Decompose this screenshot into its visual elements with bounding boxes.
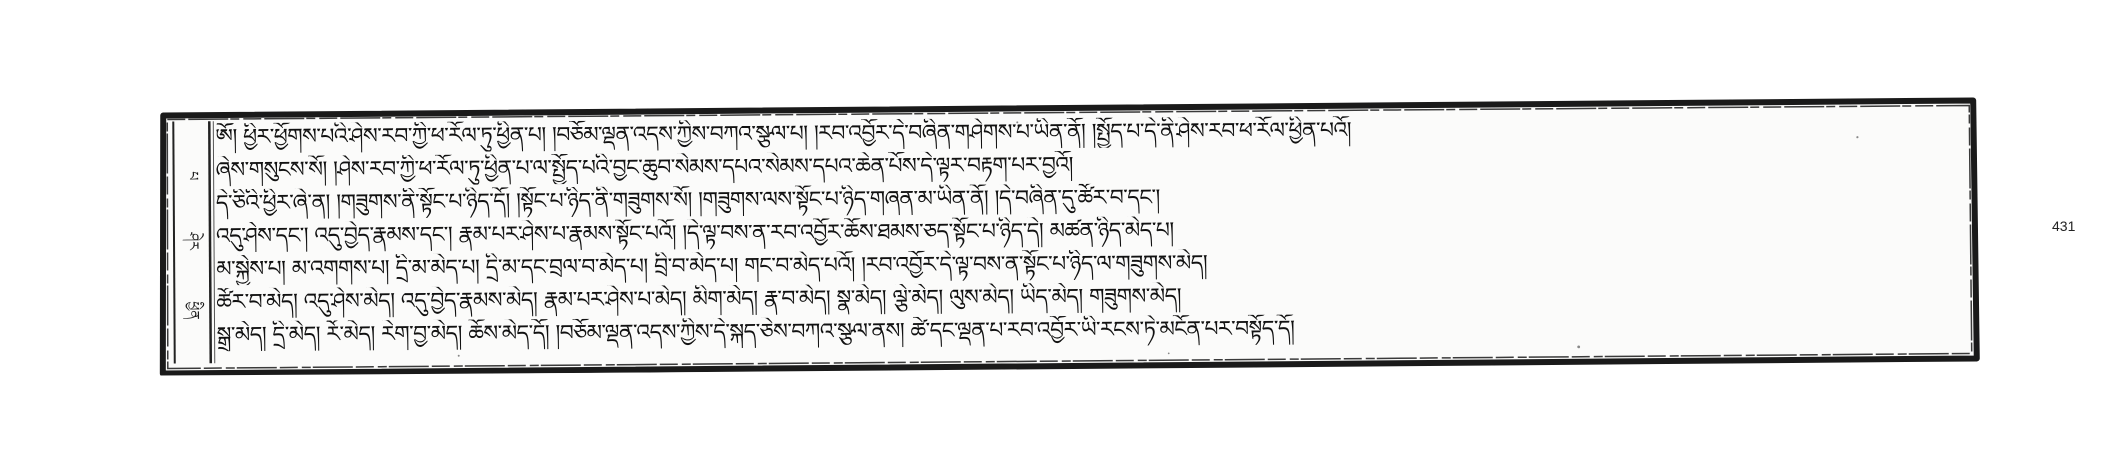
margin-label xyxy=(177,145,208,345)
text-line: འདུ་ཤེས་དང༌། འདུ་བྱེད་རྣམས་དང༌། རྣམ་པར་ཤེས་པ་རྣམས་སྟོང་པའོ། །དེ་ལྟ་བས་ན་རབ་འབྱོར་ཆོས་ཐམས་ཅད་སྟོང་པ་ཉིད་དེ། མཚན་ཉིད་མེད་པ། xyxy=(215,218,1174,250)
text-line: ཚོར་བ་མེད། འདུ་ཤེས་མེད། འདུ་བྱེད་རྣམས་མེད། རྣམ་པར་ཤེས་པ་མེད། མིག་མེད། རྣ་བ་མེད། སྣ་མེད། ལྕེ་མེད། ལུས་མེད། ཡིད་མེད། གཟུགས་མེད། xyxy=(216,284,1182,316)
text-line: དེ་ཅིའི་ཕྱིར་ཞེ་ན། །གཟུགས་ནི་སྟོང་པ་ཉིད་དོ། །སྟོང་པ་ཉིད་ནི་གཟུགས་སོ། །གཟུགས་ལས་སྟོང་པ་ཉིད་གཞན་མ་ཡིན་ནོ། །དེ་བཞིན་དུ་ཚོར་བ་དང༌། xyxy=(215,185,1160,217)
text-line: མ་སྐྱེས་པ། མ་འགགས་པ། དྲི་མ་མེད་པ། དྲི་མ་དང་བྲལ་བ་མེད་པ། བྲི་བ་མེད་པ། གང་བ་མེད་པའོ། །རབ་འབྱོར་དེ་ལྟ་བས་ན་སྟོང་པ་ཉིད་ལ་གཟུགས་མེད། xyxy=(216,251,1208,283)
text-line: ༀ། ཕྱིར་ཕྱོགས་པའི་ཤེས་རབ་ཀྱི་ཕ་རོལ་ཏུ་ཕྱིན་པ། །བཅོམ་ལྡན་འདས་ཀྱིས་བཀའ་སྩལ་པ། །རབ་འབྱོར་དེ་བཞིན་གཤེགས་པ་ཡིན་ནོ། །སྤྱོད་པ་དེ་ནི་ཤེས་རབ་ཕ་རོལ་ཕྱིན་པའོ། xyxy=(215,118,1352,151)
page-number: 431 xyxy=(2052,218,2076,234)
folio-leaf xyxy=(157,96,1981,375)
margin-label-volume: པ xyxy=(184,171,201,181)
margin-label-title: ཕྱིན xyxy=(185,301,202,320)
margin-label-section: ཤེར xyxy=(184,231,202,250)
text-line: སྒྲ་མེད། དྲི་མེད། རོ་མེད། རེག་བྱ་མེད། ཆོས་མེད་དོ། །བཅོམ་ལྡན་འདས་ཀྱིས་དེ་སྐད་ཅེས་བཀའ་སྩལ་ནས། ཚེ་དང་ལྡན་པ་རབ་འབྱོར་ཡི་རངས་ཏེ་མངོན་པར་བསྟོད་དོ། xyxy=(216,316,1295,349)
text-line: ཞེས་གསུངས་སོ། །ཤེས་རབ་ཀྱི་ཕ་རོལ་ཏུ་ཕྱིན་པ་ལ་སྤྱོད་པའི་བྱང་ཆུབ་སེམས་དཔའ་སེམས་དཔའ་ཆེན་པོས་དེ་ལྟར་བརྟག་པར་བྱའོ། xyxy=(215,152,1074,184)
text-block xyxy=(215,113,1956,360)
